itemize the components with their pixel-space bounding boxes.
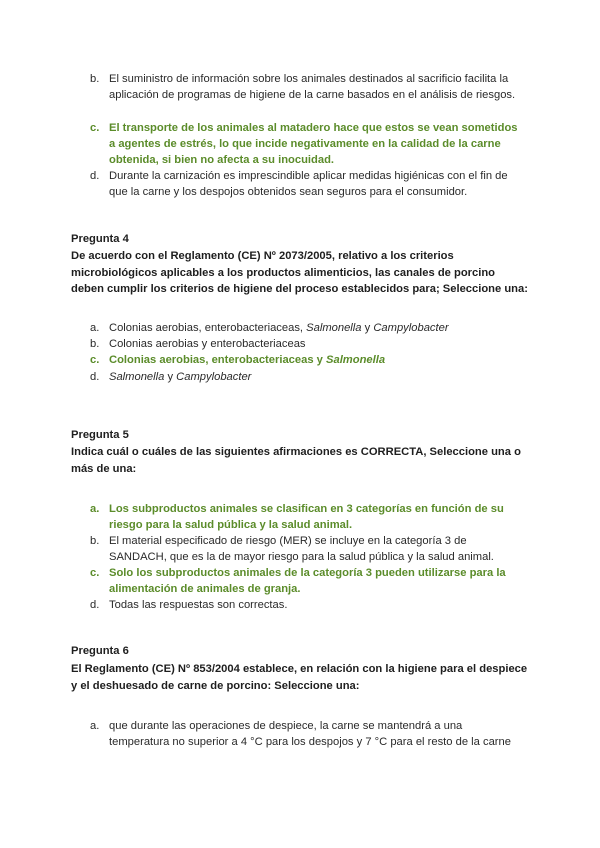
q6-option-a[interactable] [90, 718, 520, 750]
option-d[interactable] [90, 168, 520, 200]
option-b[interactable] [90, 71, 520, 103]
question-4-title: Pregunta 4 [71, 233, 129, 245]
option-text: que durante las operaciones de despiece, la carne se mantendrá a una temperatura no superior a 4 °C para los despojos y 7 °C para el resto de la carne [109, 720, 511, 748]
option-letter: c. [90, 122, 100, 134]
option-letter: b. [90, 535, 100, 547]
q4-option-b[interactable] [90, 336, 520, 352]
option-text: Solo los subproductos animales de la categoría 3 pueden utilizarse para la alimentación de animales de granja. [109, 567, 506, 595]
option-letter: c. [90, 354, 100, 366]
option-text: Colonias aerobias, enterobacteriaceas, Salmonella y Campylobacter [109, 322, 449, 334]
q4-option-a[interactable] [90, 320, 520, 336]
option-text: Colonias aerobias y enterobacteriaceas [109, 338, 306, 350]
option-text: Colonias aerobias, enterobacteriaceas y Salmonella [109, 354, 386, 366]
question-5-stem: Indica cuál o cuáles de las siguientes afirmaciones es CORRECTA, Seleccione una o más de una: [71, 446, 521, 475]
option-text: Los subproductos animales se clasifican en 3 categorías en función de su riesgo para la salud pública y la salud animal. [109, 503, 504, 531]
option-letter: d. [90, 599, 100, 611]
option-text: Todas las respuestas son correctas. [109, 599, 288, 611]
question-6-title: Pregunta 6 [71, 645, 129, 657]
option-letter: a. [90, 720, 100, 732]
question-4-stem: De acuerdo con el Reglamento (CE) Nº 2073/2005, relativo a los criterios microbiológicos aplicables a los productos alimenticios, las canales de porcino deben cumplir los criterios de higiene del proceso establecidos para; Seleccione una: [71, 250, 528, 295]
option-letter: d. [90, 170, 100, 182]
question-6-stem: El Reglamento (CE) Nº 853/2004 establece, en relación con la higiene para el despiece y el deshuesado de carne de porcino: Seleccione una: [71, 663, 528, 692]
option-letter: a. [90, 503, 100, 515]
q5-option-a-correct[interactable] [90, 501, 520, 533]
option-letter: a. [90, 322, 100, 334]
q5-option-b[interactable] [90, 533, 520, 565]
option-text: El transporte de los animales al matadero hace que estos se vean sometidos a agentes de estrés, lo que incide negativamente en la calidad de la carne obtenida, si bien no afecta a su inocuidad. [109, 122, 518, 166]
option-text: Salmonella y Campylobacter [109, 371, 252, 383]
q5-option-d[interactable] [90, 597, 520, 613]
option-letter: d. [90, 371, 100, 383]
q4-option-d[interactable] [90, 369, 520, 385]
option-letter: b. [90, 73, 100, 85]
option-letter: b. [90, 338, 100, 350]
question-5-title: Pregunta 5 [71, 429, 129, 441]
option-text: El material especificado de riesgo (MER) se incluye en la categoría 3 de SANDACH, que es la de mayor riesgo para la salud pública y la salud animal. [109, 535, 494, 563]
q5-option-c-correct[interactable] [90, 565, 520, 597]
q4-option-c-correct[interactable] [90, 352, 520, 368]
option-text: El suministro de información sobre los animales destinados al sacrificio facilita la aplicación de programas de higiene de la carne basados en el análisis de riesgos. [109, 73, 516, 101]
option-letter: c. [90, 567, 100, 579]
option-text: Durante la carnización es imprescindible aplicar medidas higiénicas con el fin de que la carne y los despojos obtenidos sean seguros para el consumidor. [109, 170, 508, 198]
option-c-correct[interactable] [90, 120, 520, 168]
